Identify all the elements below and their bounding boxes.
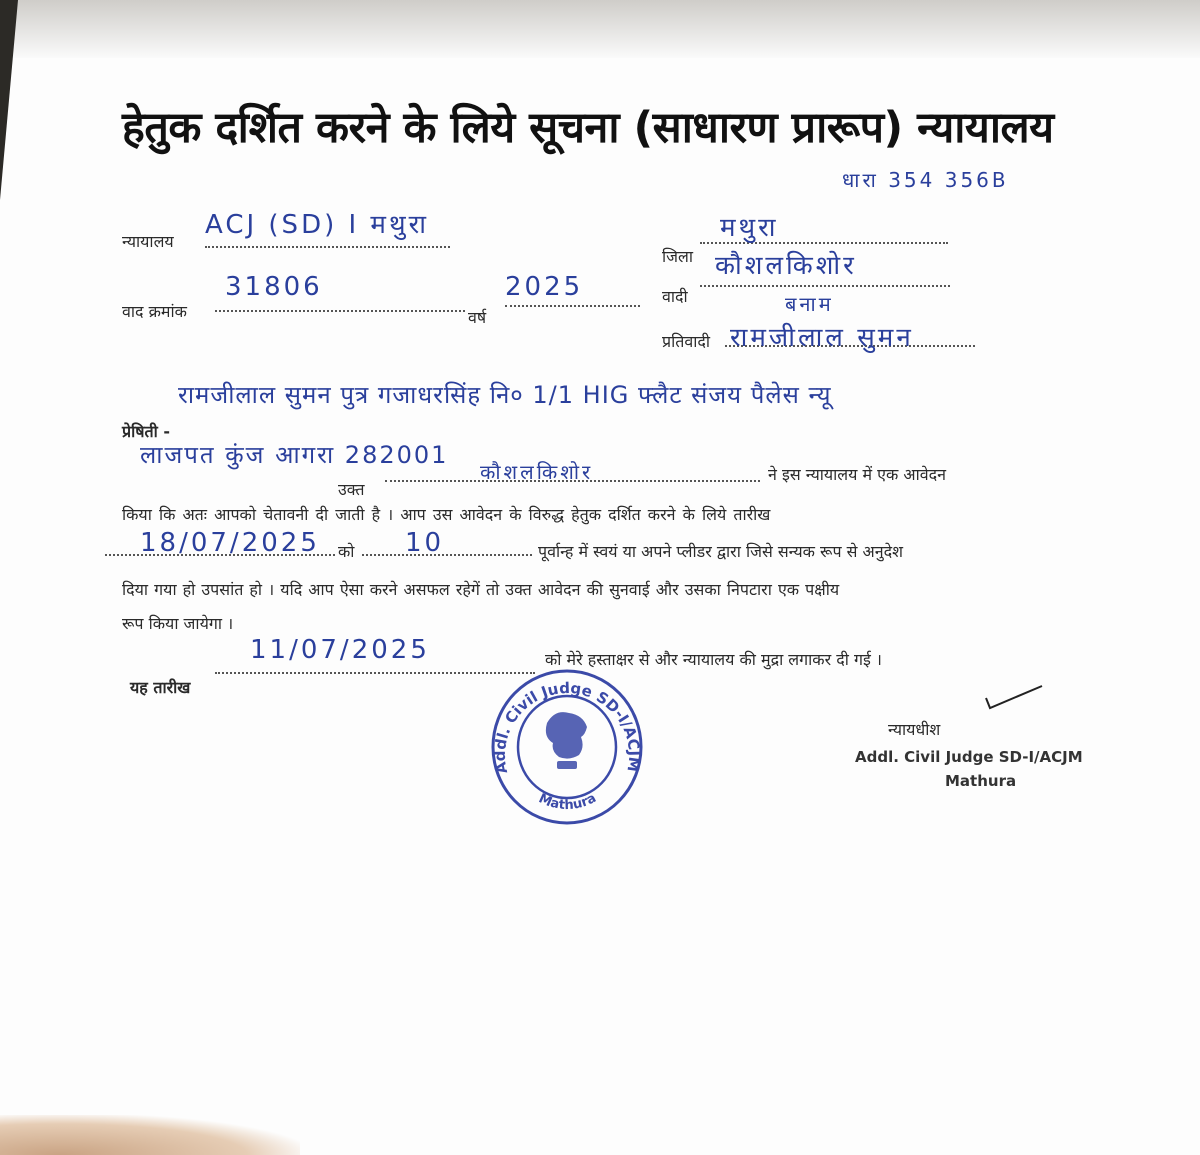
defendant-handwritten: रामजीलाल सुमन: [730, 323, 914, 353]
court-name-handwritten: ACJ (SD) I मथुरा: [205, 210, 429, 240]
addressee-line1-handwritten: रामजीलाल सुमन पुत्र गजाधरसिंह नि० 1/1 HIG फ्लैट संजय पैलेस न्यू: [178, 381, 832, 409]
defendant-label: प्रतिवादी: [662, 332, 711, 351]
body-line3-ko: को: [338, 542, 355, 561]
body-line3-tail: पूर्वान्ह में स्वयं या अपने प्लीडर द्वारा जिसे सन्यक रूप से अनुदेश: [538, 542, 904, 561]
ukt-name-handwritten: कौशलकिशोर: [480, 460, 594, 484]
ukt-label: उक्त: [338, 480, 365, 499]
scan-top-shadow: [0, 0, 1200, 58]
form-title: हेतुक दर्शित करने के लिये सूचना (साधारण प्रारूप) न्यायालय: [122, 103, 1054, 153]
district-handwritten: मथुरा: [720, 213, 779, 243]
case-number-label: वाद क्रमांक: [122, 302, 187, 321]
issue-date-handwritten: 11/07/2025: [250, 635, 430, 665]
signature-place: Mathura: [945, 772, 1017, 790]
court-seal-stamp: [487, 665, 647, 830]
signature-tick: [980, 680, 1050, 720]
addressee-label: प्रेषिती -: [122, 422, 170, 441]
year-handwritten: 2025: [505, 272, 584, 302]
signature-designation: Addl. Civil Judge SD-I/ACJM: [855, 748, 1083, 766]
body-line5: रूप किया जायेगा ।: [122, 614, 234, 633]
body-line2: किया कि अतः आपको चेतावनी दी जाती है । आप उस आवेदन के विरुद्ध हेतुक दर्शित करने के लिये तारीख: [122, 505, 771, 524]
body-line4: दिया गया हो उपसांत हो । यदि आप ऐसा करने असफल रहेगें तो उक्त आवेदन की सुनवाई और उसका निपटारा एक पक्षीय: [122, 580, 840, 599]
body-line1-tail: ने इस न्यायालय में एक आवेदन: [768, 465, 947, 484]
hearing-date-handwritten: 18/07/2025: [140, 528, 320, 558]
date-given-label: यह तारीख: [130, 678, 191, 697]
case-number-handwritten: 31806: [225, 272, 323, 302]
sign-line-text: को मेरे हस्ताक्षर से और न्यायालय की मुद्रा लगाकर दी गई ।: [545, 650, 882, 669]
district-label: जिला: [662, 247, 694, 266]
handwritten-sections-note: धारा 354 356B: [842, 168, 1009, 192]
court-label: न्यायालय: [122, 232, 174, 251]
versus-handwritten: बनाम: [785, 292, 834, 316]
plaintiff-label: वादी: [662, 287, 688, 306]
emblem-icon: [546, 712, 587, 769]
finger-edge: [0, 1115, 300, 1155]
year-label: वर्ष: [468, 308, 487, 327]
seal-text: Addl. Civil Judge SD-I/ACJM: [490, 678, 644, 776]
hearing-time-handwritten: 10: [405, 528, 445, 558]
scan-corner-shadow: [0, 0, 18, 200]
judge-label: न्यायधीश: [888, 720, 941, 739]
svg-text:Mathura: [536, 791, 599, 813]
plaintiff-handwritten: कौशलकिशोर: [715, 251, 857, 281]
addressee-line2-handwritten: लाजपत कुंज आगरा 282001: [140, 441, 449, 469]
seal-bottom-text: Mathura: [536, 790, 599, 814]
